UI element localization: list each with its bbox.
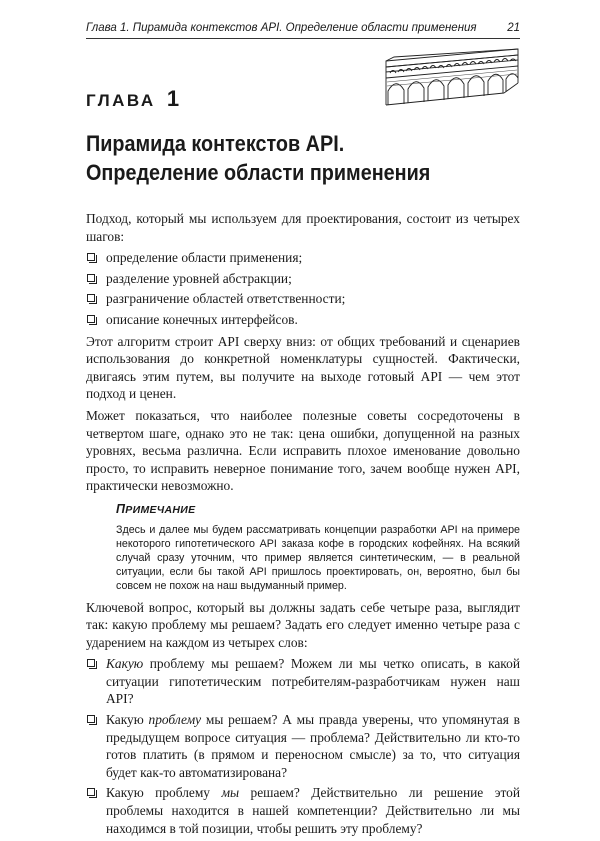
checkbox-bullet-icon (87, 294, 95, 302)
chapter-word: ГЛАВА (86, 91, 156, 110)
step-text: описание конечных интерфейсов. (106, 311, 298, 327)
step-text: определение области применения; (106, 250, 303, 266)
body-text (86, 210, 520, 841)
note-heading: ПРИМЕЧАНИЕ (116, 501, 196, 516)
paragraph-key-question: Ключевой вопрос, который вы должны задать себе четыре раза, выглядит так: какую проблему мы решаем? Задать его следует именно четыре раза с ударением на каждом из четырех слов: (86, 599, 520, 650)
aqueduct-illustration (384, 47, 520, 107)
list-item: Какую проблему мы решаем? А мы правда уверены, что упомянутая в предыдущем вопросе ситуация — проблема? Действительно ли кто-то готов платить (в прямом и переносном смысле) за то, что ситуация будет как-то автоматизирована? (86, 711, 520, 781)
chapter-title-line1: Пирамида контекстов API. (86, 131, 345, 156)
chapter-title (86, 129, 482, 187)
checkbox-bullet-icon (87, 715, 95, 723)
list-item (86, 249, 520, 267)
step-text: разграничение областей ответственности; (106, 291, 346, 307)
list-item (86, 270, 520, 288)
checkbox-bullet-icon (87, 274, 95, 282)
intro-paragraph: Подход, который мы используем для проектирования, состоит из четырех шагов: (86, 211, 520, 244)
questions-list (86, 655, 520, 837)
page-number: 21 (507, 22, 520, 34)
running-title: Глава 1. Пирамида контекстов API. Определение области применения (86, 22, 477, 34)
list-item: Какую проблему мы решаем? Можем ли мы четко описать, в какой ситуации гипотетическим потребителям-разработчикам нужен наш API? (86, 655, 520, 708)
step-text: разделение уровней абстракции; (106, 270, 292, 286)
checkbox-bullet-icon (87, 253, 95, 261)
checkbox-bullet-icon (87, 788, 95, 796)
chapter-number: 1 (166, 86, 180, 111)
note-box (116, 501, 520, 593)
chapter-label (86, 86, 179, 112)
paragraph-algorithm: Этот алгоритм строит API сверху вниз: от общих требований и сценариев использования до конкретной номенклатуры сущностей. Фактически, двигаясь этим путем, вы получите на выходе готовый API — чем этот подход и ценен. (86, 333, 520, 402)
checkbox-bullet-icon (87, 659, 95, 667)
running-header (86, 20, 520, 39)
paragraph-error-cost: Может показаться, что наиболее полезные советы сосредоточены в четвертом шаге, однако это не так: цена ошибки, допущенной на разных уровнях, весьма различна. Если исправить плохое именование довольно просто, то исправить неверное понимание того, зачем вообще нужен API, практически невозможно. (86, 407, 520, 494)
steps-list (86, 249, 520, 328)
note-text: Здесь и далее мы будем рассматривать концепции разработки API на примере некоторого гипотетического API заказа кофе в городских кофейнях. На всякий случай сразу уточним, что пример является синтетическим, — в реальной ситуации, если бы такой API пришлось проектировать, он, вероятно, был бы совсем не похож на наш выдуманный пример. (116, 523, 520, 592)
list-item (86, 311, 520, 329)
checkbox-bullet-icon (87, 315, 95, 323)
list-item: Какую проблему мы решаем? Действительно ли решение этой проблемы находится в нашей компетенции? Действительно ли мы находимся в той позиции, чтобы решить эту проблему? (86, 784, 520, 837)
chapter-title-line2: Определение области применения (86, 160, 431, 185)
list-item (86, 290, 520, 308)
